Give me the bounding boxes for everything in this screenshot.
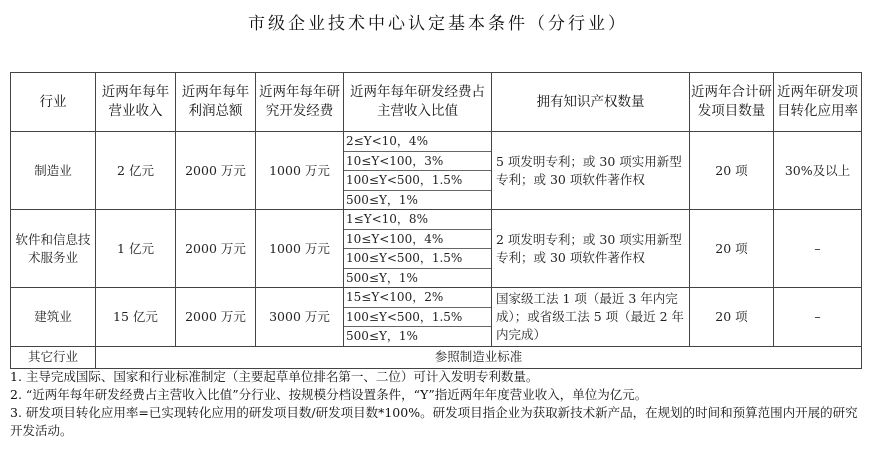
- ratio-line: 2≤Y<10，4%: [346, 134, 428, 148]
- conversion-cell: –: [774, 288, 862, 347]
- revenue-cell: 1 亿元: [96, 210, 176, 288]
- ratio-line: 100≤Y<500，1.5%: [344, 307, 491, 327]
- ratio-cell: [344, 210, 492, 288]
- other-industry-cell: 其它行业: [11, 346, 96, 368]
- other-standard-cell: 参照制造业标准: [96, 346, 862, 368]
- revenue-cell: 15 亿元: [96, 288, 176, 347]
- revenue-cell: 2 亿元: [96, 132, 176, 210]
- ratio-line: 500≤Y，1%: [344, 268, 491, 288]
- note-item: 3. 研发项目转化应用率=已实现转化应用的研发项目数/研发项目数*100%。研发项目指企业为获取新技术新产品，在规划的时间和预算范围内开展的研究开发活动。: [10, 405, 858, 438]
- note-item: 1. 主导完成国际、国家和行业标准制定（主要起草单位排名第一、二位）可计入发明专利数量。: [10, 369, 539, 384]
- rd-funds-cell: 1000 万元: [256, 132, 344, 210]
- rd-funds-cell: 3000 万元: [256, 288, 344, 347]
- projects-cell: 20 项: [690, 132, 774, 210]
- profit-cell: 2000 万元: [176, 210, 256, 288]
- rd-funds-cell: 1000 万元: [256, 210, 344, 288]
- ratio-line: 10≤Y<100，4%: [344, 229, 491, 249]
- ratio-line: 500≤Y，1%: [344, 190, 491, 210]
- profit-cell: 2000 万元: [176, 288, 256, 347]
- header-ip: 拥有知识产权数量: [492, 73, 690, 132]
- header-industry: 行业: [11, 73, 96, 132]
- ratio-cell: [344, 288, 492, 347]
- header-revenue: 近两年每年营业收入: [96, 73, 176, 132]
- table-row: [11, 132, 862, 210]
- ratio-line: 1≤Y<10，8%: [346, 212, 428, 226]
- ip-cell: 5 项发明专利；或 30 项实用新型专利；或 30 项软件著作权: [492, 132, 690, 210]
- industry-cell: 软件和信息技术服务业: [11, 210, 96, 288]
- ip-cell: 2 项发明专利；或 30 项实用新型专利；或 30 项软件著作权: [492, 210, 690, 288]
- ip-cell: 国家级工法 1 项（最近 3 年内完成）；或省级工法 5 项（最近 2 年内完成）: [492, 288, 690, 347]
- header-ratio: 近两年每年研发经费占主营收入比值: [344, 73, 492, 132]
- header-projects: 近两年合计研发项目数量: [690, 73, 774, 132]
- table-row: [11, 288, 862, 347]
- projects-cell: 20 项: [690, 210, 774, 288]
- ratio-line: 100≤Y<500，1.5%: [344, 248, 491, 268]
- notes: [10, 368, 866, 440]
- ratio-line: 100≤Y<500，1.5%: [344, 170, 491, 190]
- other-row: [11, 346, 862, 368]
- table-row: [11, 210, 862, 288]
- projects-cell: 20 项: [690, 288, 774, 347]
- ratio-cell: [344, 132, 492, 210]
- profit-cell: 2000 万元: [176, 132, 256, 210]
- page-title: 市级企业技术中心认定基本条件（分行业）: [248, 14, 628, 34]
- ratio-line: 500≤Y，1%: [344, 326, 491, 346]
- header-row: [11, 73, 862, 132]
- header-profit: 近两年每年利润总额: [176, 73, 256, 132]
- industry-cell: 制造业: [11, 132, 96, 210]
- conditions-table: [10, 72, 862, 369]
- conversion-cell: –: [774, 210, 862, 288]
- ratio-line: 10≤Y<100，3%: [344, 151, 491, 171]
- ratio-line: 15≤Y<100，2%: [346, 290, 444, 304]
- header-rd-funds: 近两年每年研究开发经费: [256, 73, 344, 132]
- industry-cell: 建筑业: [11, 288, 96, 347]
- note-item: 2. “近两年每年研发经费占主营收入比值”分行业、按规模分档设置条件，“Y”指近两年年度营业收入，单位为亿元。: [10, 387, 648, 402]
- header-conversion: 近两年研发项目转化应用率: [774, 73, 862, 132]
- conversion-cell: 30%及以上: [774, 132, 862, 210]
